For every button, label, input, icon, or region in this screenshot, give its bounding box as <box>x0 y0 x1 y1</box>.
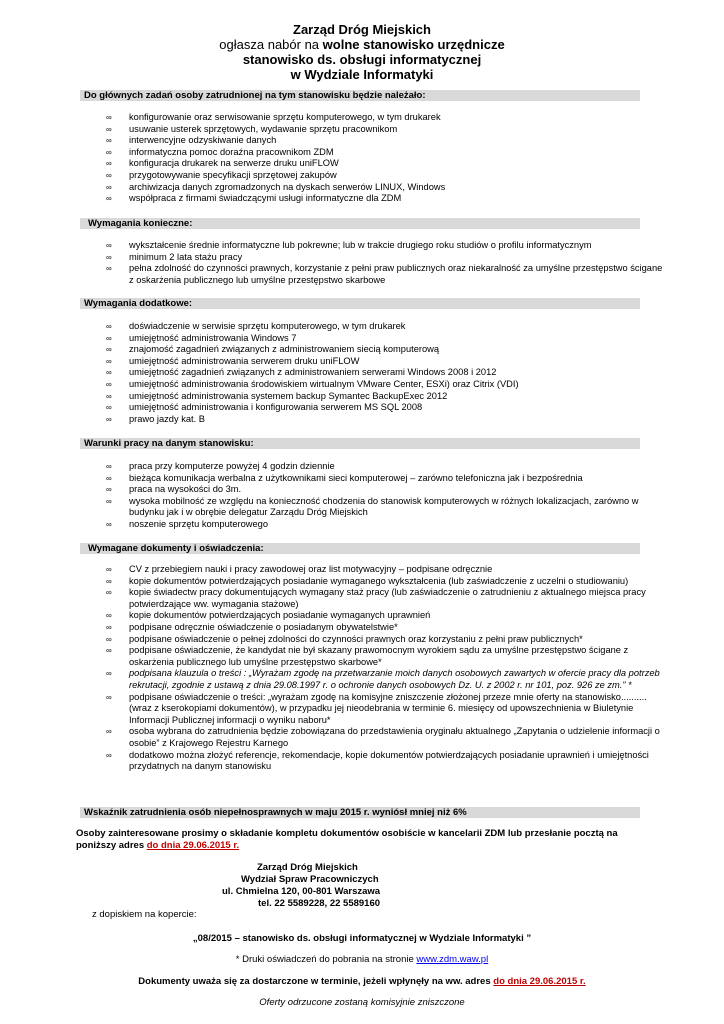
list-item: ∞ współpraca z firmami świadczącymi usługi informatyczne dla ZDM <box>106 193 402 204</box>
section-documents-title: Wymagane dokumenty i oświadczenia: <box>80 543 640 554</box>
list-item: ∞ kopie dokumentów potwierdzających posiadanie wymaganych uprawnień <box>106 610 431 621</box>
address-street: ul. Chmielna 120, 00-801 Warszawa <box>222 886 381 897</box>
list-item: ∞ bieżąca komunikacja werbalna z użytkownikami sieci komputerowej – zarówno telefoniczna jak i bezpośrednia <box>106 472 583 483</box>
bullet-infinity-icon: ∞ <box>106 692 112 702</box>
bullet-infinity-icon: ∞ <box>106 576 112 586</box>
forms-link[interactable]: www.zdm.waw.pl <box>416 954 489 965</box>
bullet-infinity-icon: ∞ <box>106 124 112 134</box>
bullet-infinity-icon: ∞ <box>106 159 112 169</box>
list-item: ∞ minimum 2 lata stażu pracy <box>106 251 243 262</box>
list-item: ∞ praca na wysokości do 3m. <box>106 484 242 495</box>
bullet-infinity-icon: ∞ <box>106 485 112 495</box>
forms-note: * Druki oświadczeń do pobrania na stronie www.zdm.waw.pl <box>235 954 489 965</box>
header-subtitle <box>0 37 724 52</box>
bullet-infinity-icon: ∞ <box>106 669 112 679</box>
bullet-infinity-icon: ∞ <box>106 113 112 122</box>
section-conditions-title: Warunki pracy na danym stanowisku: <box>80 438 640 449</box>
list-item: ∞ CV z przebiegiem nauki i pracy zawodowej oraz list motywacyjny – podpisane odręcznie <box>106 564 493 574</box>
section-required-title: Wymagania konieczne: <box>80 218 640 229</box>
list-item: ∞ informatyczna pomoc doraźna pracownikom ZDM <box>106 146 334 157</box>
list-item: ∞ wysoka mobilność ze względu na konieczność chodzenia do stanowisk komputerowych w różnych lokalizacjach, zarówno w budynku jak i w obrębie delegatur Zarządu Dróg Miejskich <box>106 495 639 518</box>
list-item: ∞ doświadczenie w serwisie sprzętu komputerowego, w tym drukarek <box>106 321 406 331</box>
bullet-infinity-icon: ∞ <box>106 333 112 343</box>
list-item: ∞ umiejętność administrowania i konfigurowania serwerem MS SQL 2008 <box>106 402 423 413</box>
envelope-note: z dopiskiem na kopercie: <box>92 909 197 920</box>
bullet-infinity-icon: ∞ <box>106 322 112 331</box>
list-item: ∞ znajomość zagadnień związanych z administrowaniem siecią komputerową <box>106 344 440 355</box>
list-item: ∞ podpisane oświadczenie o treści: „wyrażam zgodę na komisyjne zniszczenie złożonej przeze mnie oferty na stanowisko..........(wraz z kserokopiami dokumentów), w przypadku jej nieodebrania w terminie 6. miesięcy od upowszechnienia w Biuletynie Informacji Publicznej informacji o wyniku naboru* <box>106 691 647 725</box>
list-item: ∞ podpisane oświadczenie o pełnej zdolności do czynności prawnych oraz korzystaniu z pełni praw publicznych* <box>106 633 583 644</box>
list-item: ∞ usuwanie usterek sprzętowych, wydawanie sprzętu pracownikom <box>106 123 398 134</box>
bullet-infinity-icon: ∞ <box>106 588 112 598</box>
list-item: ∞ interwencyjne odzyskiwanie danych <box>106 135 277 146</box>
header-title: Zarząd Dróg Miejskich <box>293 22 431 37</box>
bullet-infinity-icon: ∞ <box>106 622 112 632</box>
additional-list <box>0 321 724 425</box>
bullet-infinity-icon: ∞ <box>106 391 112 401</box>
bullet-infinity-icon: ∞ <box>106 462 112 471</box>
deadline-note-date: do dnia 29.06.2015 r. <box>493 976 586 987</box>
header-department: w Wydziale Informatyki <box>290 67 434 82</box>
list-item: ∞ umiejętność administrowania serwerem druku uniFLOW <box>106 355 360 366</box>
list-item: ∞ konfigurowanie oraz serwisowanie sprzętu komputerowego, w tym drukarek <box>106 112 441 122</box>
list-item: ∞ dodatkowo można złożyć referencje, rekomendacje, kopie dokumentów potwierdzających posiadanie uprawnień i umiejętności przydatnych na danym stanowisku <box>106 749 649 772</box>
bullet-infinity-icon: ∞ <box>106 241 112 250</box>
list-item: ∞ wykształcenie średnie informatyczne lub pokrewne; lub w trakcie drugiego roku studiów o profilu informatycznym <box>106 240 592 250</box>
list-item: ∞ prawo jazdy kat. B <box>106 413 205 424</box>
list-item: ∞ praca przy komputerze powyżej 4 godzin dziennie <box>106 461 335 471</box>
bullet-infinity-icon: ∞ <box>106 182 112 192</box>
bullet-infinity-icon: ∞ <box>106 750 112 760</box>
bullet-infinity-icon: ∞ <box>106 634 112 644</box>
section-duties-title: Do głównych zadań osoby zatrudnionej na tym stanowisku będzie należało: <box>80 90 640 101</box>
list-item: ∞ podpisane oświadczenie, że kandydat nie był skazany prawomocnym wyrokiem sądu za umyślne przestępstwo ścigane z oskarżenia publicznego lub umyślne przestępstwo skarbowe* <box>106 645 629 667</box>
deadline-note: Dokumenty uważa się za dostarczone w terminie, jeżeli wpłynęły na ww. adres do dnia 29.06.2015 r. <box>138 976 586 987</box>
bullet-infinity-icon: ∞ <box>106 368 112 378</box>
required-list <box>0 240 724 286</box>
conditions-list <box>0 461 724 531</box>
list-item: ∞ archiwizacja danych zgromadzonych na dyskach serwerów LINUX, Windows <box>106 181 446 192</box>
list-item: ∞ umiejętność administrowania Windows 7 <box>106 332 297 343</box>
bullet-infinity-icon: ∞ <box>106 496 112 506</box>
bullet-infinity-icon: ∞ <box>106 194 112 204</box>
section-additional-title: Wymagania dodatkowe: <box>80 298 640 309</box>
bullet-infinity-icon: ∞ <box>106 611 112 621</box>
address-name: Zarząd Dróg Miejskich <box>257 862 358 873</box>
list-item: ∞ podpisana klauzula o treści : „Wyrażam zgodę na przetwarzanie moich danych osobowych zawartych w ofercie pracy dla potrzeb rekrutacji, zgodnie z ustawą z dnia 29.08.1997 r. o ochronie danych osobowych Dz. U. z 2002 r. nr 101, poz. 926 ze zm.” * <box>106 668 660 690</box>
bullet-infinity-icon: ∞ <box>106 414 112 424</box>
employment-rate-bar: Wskaźnik zatrudnienia osób niepełnosprawnych w maju 2015 r. wyniósł mniej niż 6% <box>80 807 640 818</box>
duties-list <box>0 112 724 205</box>
bullet-infinity-icon: ∞ <box>106 379 112 389</box>
bullet-infinity-icon: ∞ <box>106 264 112 274</box>
submission-paragraph: Osoby zainteresowane prosimy o składanie kompletu dokumentów osobiście w kancelarii ZDM lub przesłanie pocztą na poniższy adres do dnia 29.06.2015 r. <box>76 828 618 851</box>
header-position: stanowisko ds. obsługi informatycznej <box>242 52 482 67</box>
bullet-infinity-icon: ∞ <box>106 727 112 737</box>
bullet-infinity-icon: ∞ <box>106 565 112 574</box>
bullet-infinity-icon: ∞ <box>106 356 112 366</box>
address-dept: Wydział Spraw Pracowniczych <box>241 874 379 885</box>
rejected-note: Oferty odrzucone zostaną komisyjnie zniszczone <box>259 997 465 1008</box>
bullet-infinity-icon: ∞ <box>106 345 112 355</box>
bullet-infinity-icon: ∞ <box>106 147 112 157</box>
bullet-infinity-icon: ∞ <box>106 170 112 180</box>
list-item: ∞ umiejętność administrowania środowiskiem wirtualnym VMware Center, ESXi) oraz Citrix (VDI) <box>106 378 519 389</box>
list-item: ∞ umiejętność zagadnień związanych z administrowaniem serwerami Windows 2008 i 2012 <box>106 367 497 378</box>
header-subtitle-bold: wolne stanowisko urzędnicze <box>322 37 505 52</box>
header-subtitle-pre: ogłasza nabór na <box>219 37 323 52</box>
address-tel: tel. 22 5589228, 22 5589160 <box>258 898 381 909</box>
list-item: ∞ kopie świadectw pracy dokumentujących wymagany staż pracy (lub zaświadczenie o zatrudnieniu z aktualnego miejsca pracy potwierdzające ww. wymagania stażowe) <box>106 587 646 609</box>
documents-list <box>0 564 724 773</box>
deadline-date: do dnia 29.06.2015 r. <box>146 840 240 851</box>
list-item: ∞ podpisane odręcznie oświadczenie o posiadanym obywatelstwie* <box>106 621 398 632</box>
list-item: ∞ umiejętność administrowania systemem backup Symantec BackupExec 2012 <box>106 390 448 401</box>
envelope-text: „08/2015 – stanowisko ds. obsługi informatycznej w Wydziale Informatyki ” <box>192 933 532 944</box>
list-item: ∞ konfiguracja drukarek na serwerze druku uniFLOW <box>106 158 339 169</box>
bullet-infinity-icon: ∞ <box>106 646 112 656</box>
list-item: ∞ osoba wybrana do zatrudnienia będzie zobowiązana do przedstawienia oryginału aktualnego „Zapytania o udzielenie informacji o osobie” z Krajowego Rejestru Karnego <box>106 726 660 748</box>
bullet-infinity-icon: ∞ <box>106 252 112 262</box>
bullet-infinity-icon: ∞ <box>106 403 112 413</box>
list-item: ∞ kopie dokumentów potwierdzających posiadanie wymaganego wykształcenia (lub zaświadczenie z uczelni o studiowaniu) <box>106 575 629 586</box>
bullet-infinity-icon: ∞ <box>106 473 112 483</box>
list-item: ∞ pełna zdolność do czynności prawnych, korzystanie z pełni praw publicznych oraz niekaralność za umyślne przestępstwo ścigane z oskarżenia publicznego lub umyślne przestępstwo skarbowe <box>106 263 663 285</box>
list-item: ∞ noszenie sprzętu komputerowego <box>106 518 269 529</box>
bullet-infinity-icon: ∞ <box>106 519 112 529</box>
list-item: ∞ przygotowywanie specyfikacji sprzętowej zakupów <box>106 169 337 180</box>
bullet-infinity-icon: ∞ <box>106 136 112 146</box>
